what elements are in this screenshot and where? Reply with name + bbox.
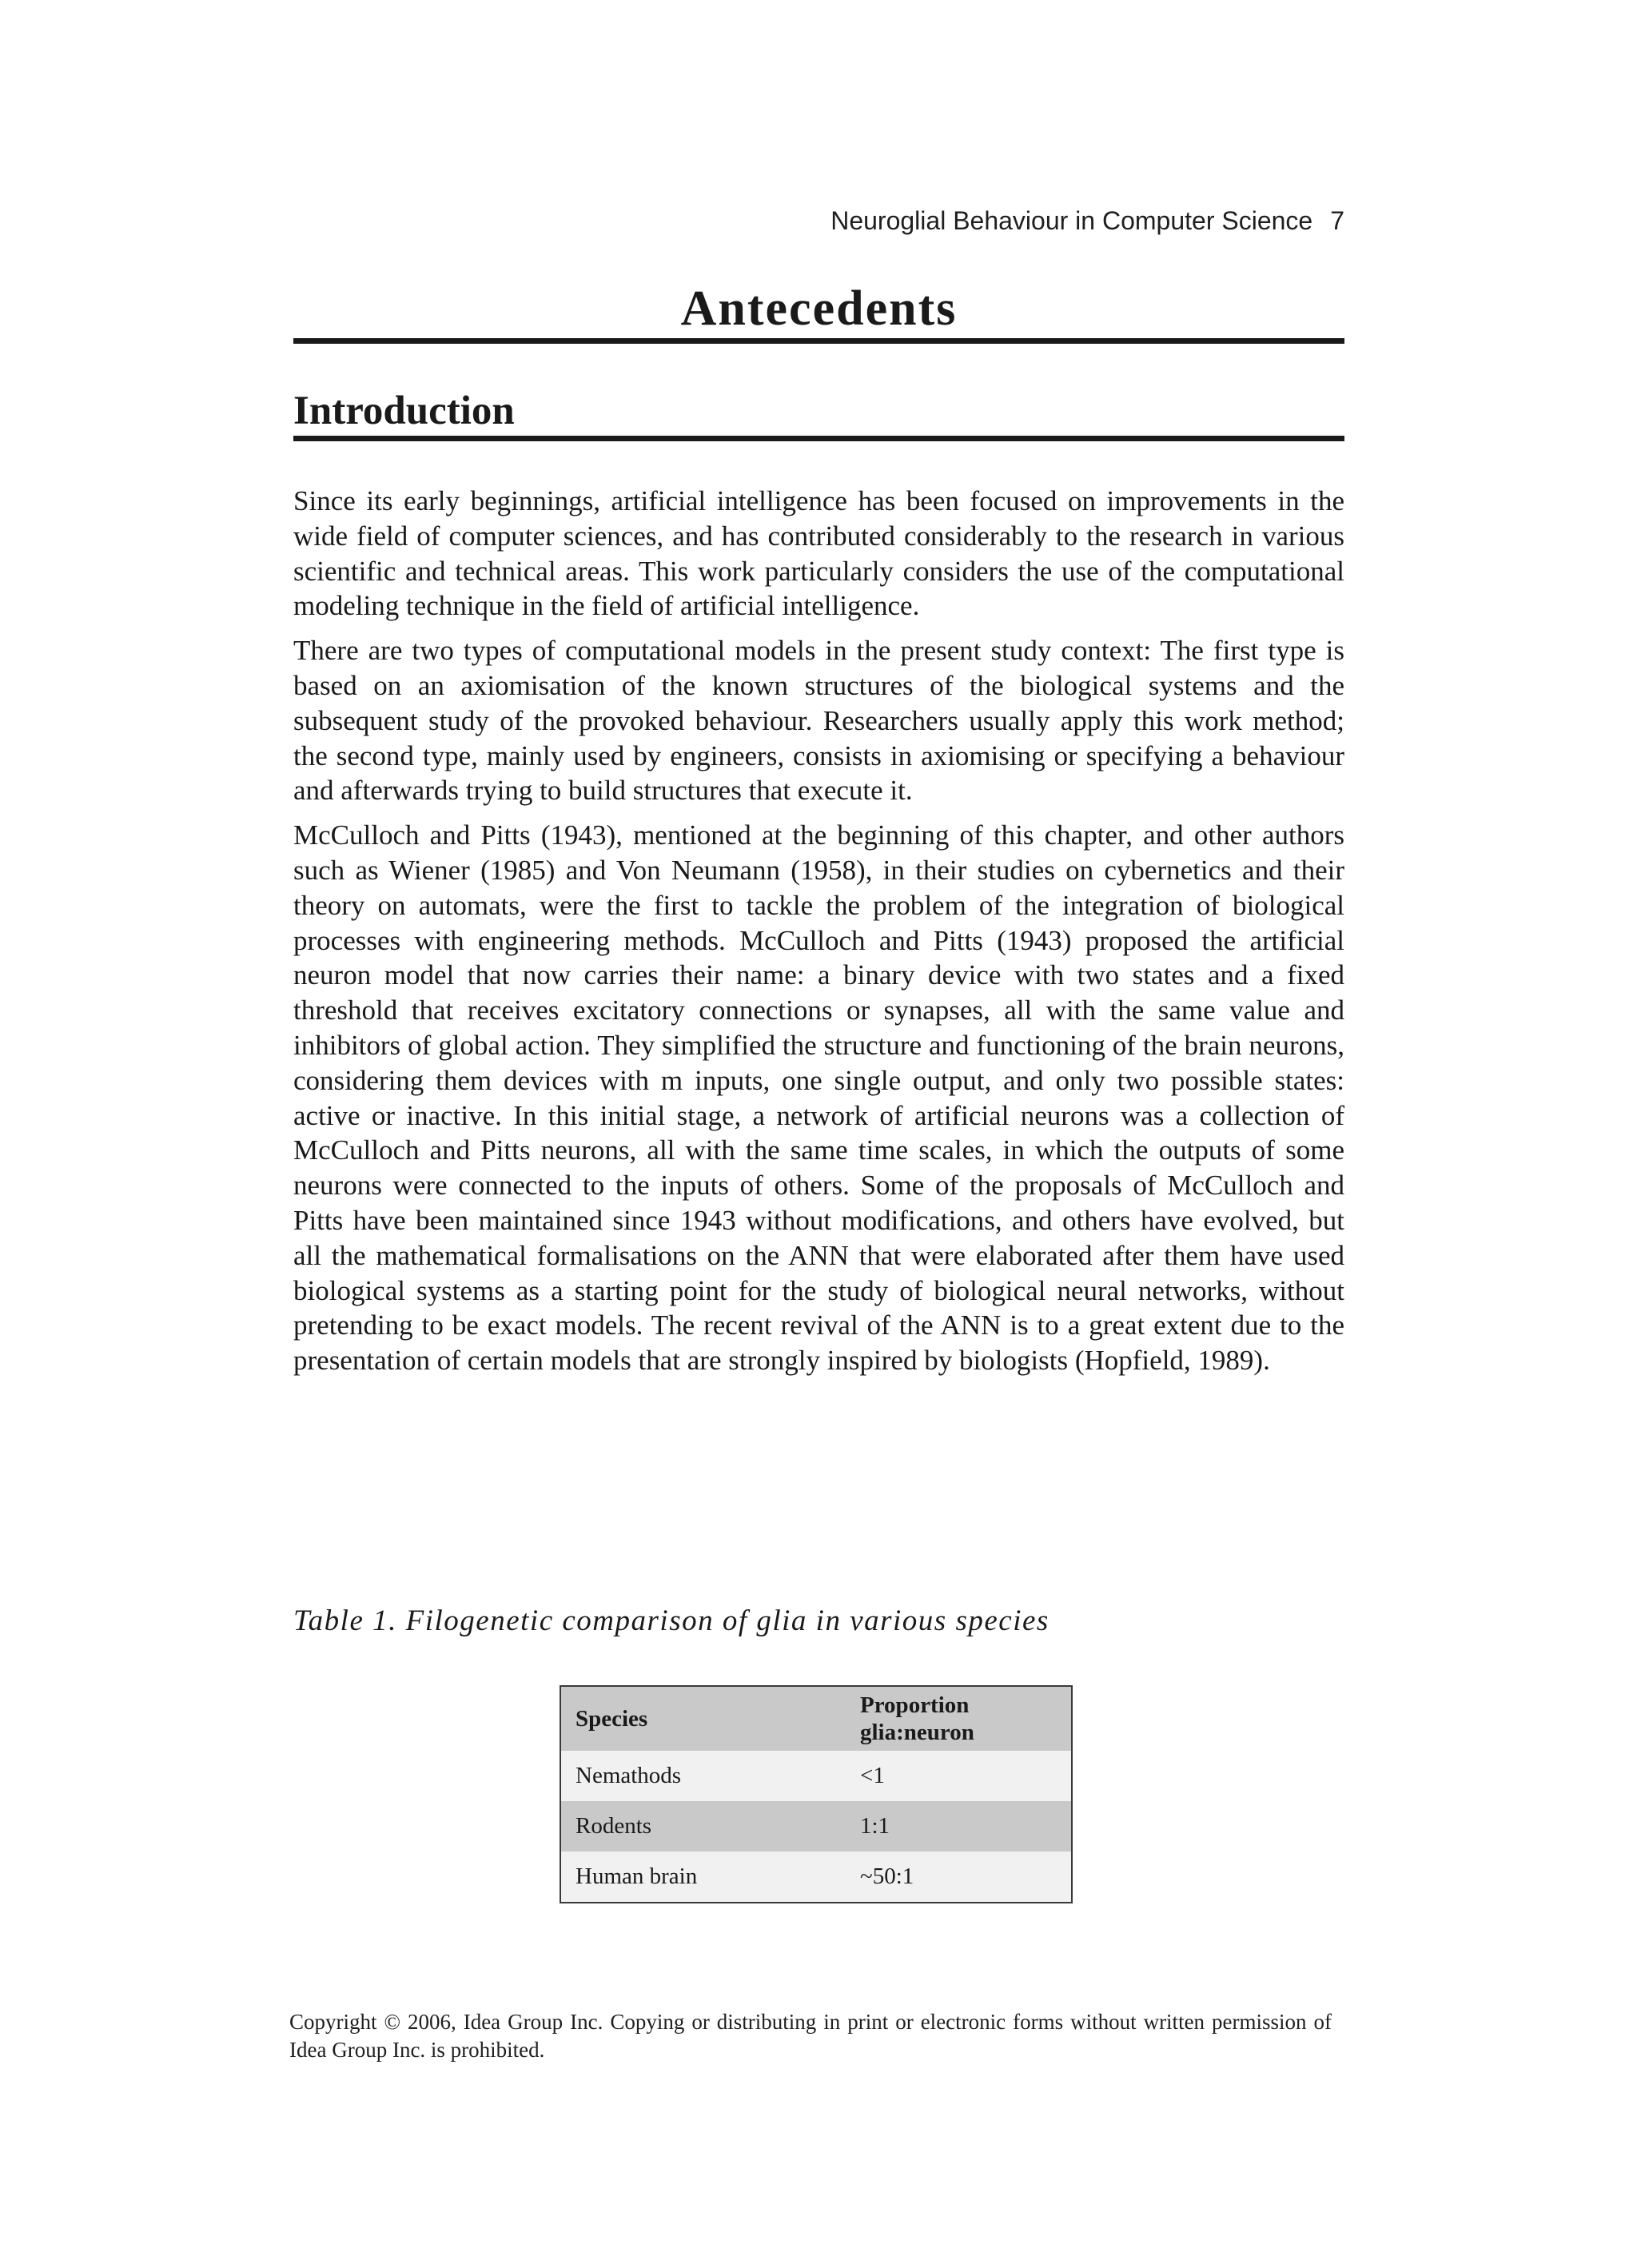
table-caption: Table 1. Filogenetic comparison of glia in various species <box>293 1604 1050 1637</box>
table-cell: 1:1 <box>846 1801 1072 1851</box>
paragraph: Since its early beginnings, artificial intelligence has been focused on improvements in the wide field of computer sciences, and has contributed considerably to the research in various scientific and technical areas. This work particularly considers the use of the computational modeling technique in the field of artificial intelligence. <box>293 485 1344 622</box>
table-header-row <box>560 1686 1072 1751</box>
glia-comparison-table <box>560 1685 1073 1903</box>
paragraph: McCulloch and Pitts (1943), mentioned at the beginning of this chapter, and other authors such as Wiener (1985) and Von Neumann (1958), in their studies on cybernetics and their theory on automats, were the first to tackle the problem of the integration of biological processes with engineering methods. McCulloch and Pitts (1943) proposed the artificial neuron model that now carries their name: a binary device with two states and a fixed threshold that receives excitatory connections or synapses, all with the same value and inhibitors of global action. They simplified the structure and functioning of the brain neurons, considering them devices with m inputs, one single output, and only two possible states: active or inactive. In this initial stage, a network of artificial neurons was a collection of McCulloch and Pitts neurons, all with the same time scales, in which the outputs of some neurons were connected to the inputs of others. Some of the proposals of McCulloch and Pitts have been maintained since 1943 without modifications, and others have evolved, but all the mathematical formalisations on the ANN that were elaborated after them have used biological systems as a starting point for the study of biological neural networks, without pretending to be exact models. The recent revival of the ANN is to a great extent due to the presentation of certain models that are strongly inspired by biologists (Hopfield, 1989). <box>293 819 1344 1377</box>
chapter-title-rule <box>293 338 1344 344</box>
table-header-cell: Species <box>560 1686 846 1751</box>
table-cell: Human brain <box>560 1851 846 1903</box>
table-cell: <1 <box>846 1751 1072 1801</box>
table-row <box>560 1751 1072 1801</box>
table-row <box>560 1801 1072 1851</box>
table-cell: Rodents <box>560 1801 846 1851</box>
page-number: 7 <box>1330 206 1344 235</box>
table-header-cell: Proportion glia:neuron <box>846 1686 1072 1751</box>
table-row <box>560 1851 1072 1903</box>
section-heading: Introduction <box>293 389 515 433</box>
body-text <box>293 484 1344 1388</box>
running-head <box>293 206 1344 236</box>
chapter-title: Antecedents <box>680 281 958 336</box>
table-cell: Nemathods <box>560 1751 846 1801</box>
section-heading-rule <box>293 436 1344 441</box>
paragraph: There are two types of computational models in the present study context: The first type is based on an axiomisation of the known structures of the biological systems and the subsequent study of the provoked behaviour. Researchers usually apply this work method; the second type, mainly used by engineers, consists in axiomising or specifying a behaviour and afterwards trying to build structures that execute it. <box>293 635 1344 807</box>
running-head-title: Neuroglial Behaviour in Computer Science <box>830 206 1313 235</box>
table-cell: ~50:1 <box>846 1851 1072 1903</box>
copyright-notice: Copyright © 2006, Idea Group Inc. Copying or distributing in print or electronic forms without written permission of Idea Group Inc. is prohibited. <box>289 2010 1332 2062</box>
